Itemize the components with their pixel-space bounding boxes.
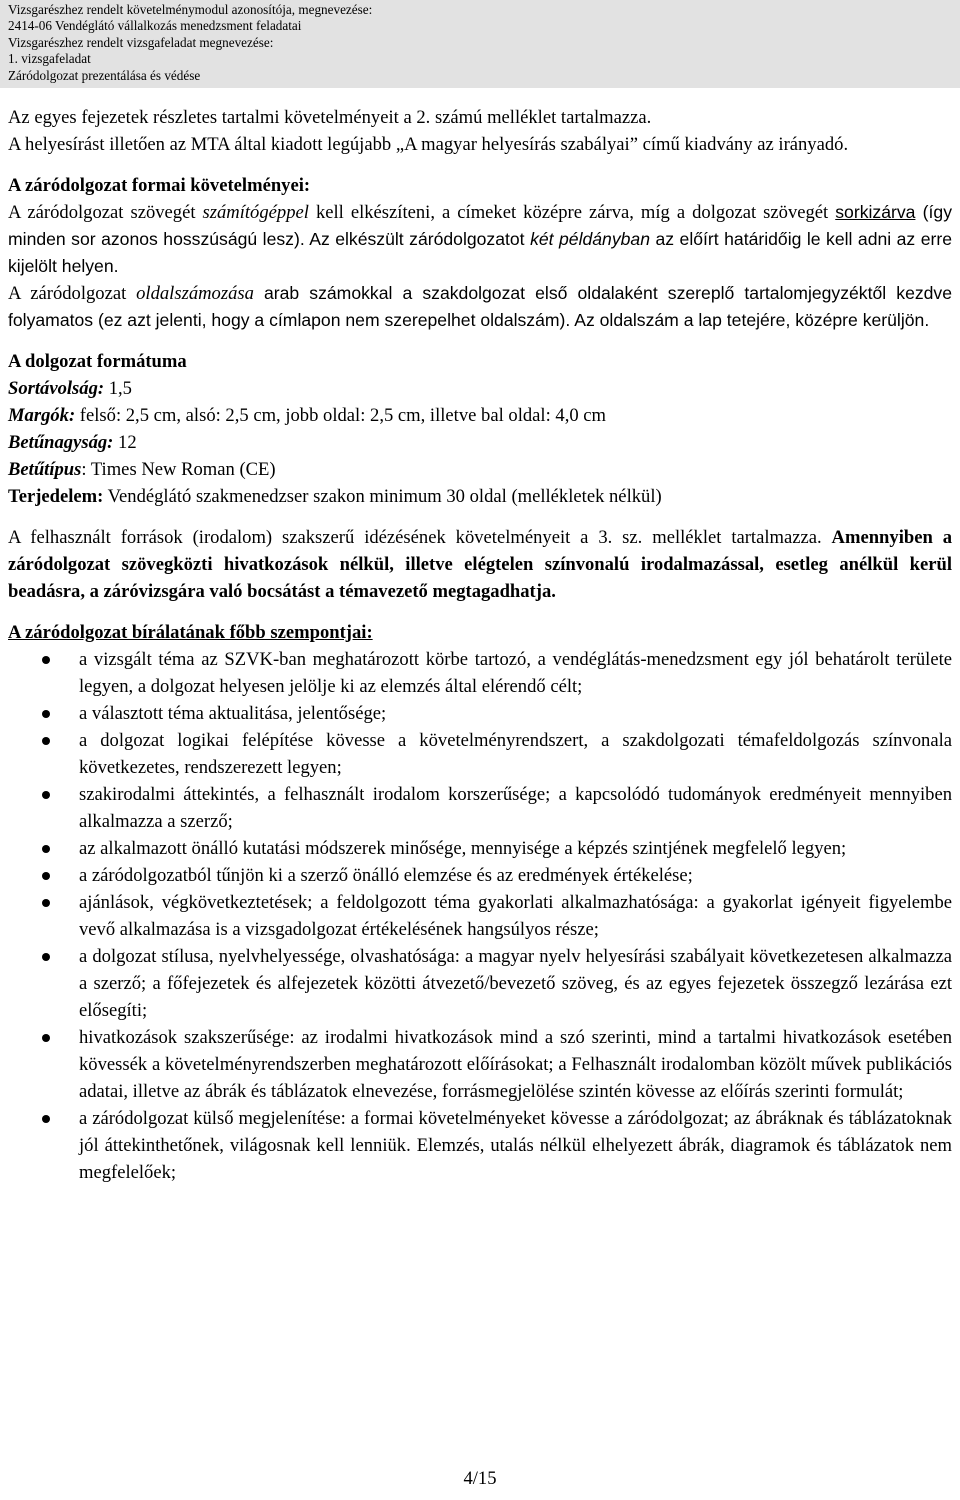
format-length: Terjedelem: Vendéglátó szakmenedzser szakon minimum 30 oldal (mellékletek nélkül): [8, 486, 662, 507]
document-header: [0, 0, 960, 88]
page-number: 4/15: [463, 1468, 497, 1489]
header-line: 1. vizsgafeladat: [8, 51, 91, 67]
intro-paragraph: A helyesírást illetően az MTA által kiadott legújabb „A magyar helyesírás szabályai” című kiadvány az irányadó.: [8, 134, 849, 155]
list-item: a záródolgozatból tűnjön ki a szerző önálló elemzése és az eredmények értékelése;: [8, 862, 952, 889]
format-font-type: Betűtípus: Times New Roman (CE): [8, 459, 276, 480]
format-margins: Margók: felső: 2,5 cm, alsó: 2,5 cm, jobb oldal: 2,5 cm, illetve bal oldal: 4,0 cm: [8, 405, 607, 426]
header-line: Vizsgarészhez rendelt követelménymodul azonosítója, megnevezése:: [8, 2, 373, 17]
format-font-size: Betűnagyság: 12: [8, 432, 137, 453]
formal-paragraph-2: A záródolgozat oldalszámozása arab számokkal a szakdolgozat első oldalaként szereplő tartalomjegyzéktől kezdve folyamatos (ez azt jelenti, hogy a címlapon nem szerepelhet oldalszám). Az oldalszám a lap tetejére, középre kerüljön.: [8, 283, 953, 330]
format-heading: A dolgozat formátuma: [8, 351, 187, 372]
sources-paragraph: A felhasznált források (irodalom) szakszerű idézésének követelményeit a 3. sz. melléklet tartalmazza. Amennyiben a záródolgozat szövegközti hivatkozások nélkül, illetve elégtelen színvonalú irodalmazással, esetleg anélkül kerül beadásra, a záróvizsgára való bocsátást a témavezető megtagadhatja.: [8, 527, 952, 602]
header-line: Vizsgarészhez rendelt vizsgafeladat megnevezése:: [8, 34, 274, 50]
formal-heading: A záródolgozat formai követelményei:: [8, 175, 311, 196]
review-criteria-list: [8, 646, 952, 1186]
list-item: a záródolgozat külső megjelenítése: a formai követelményeket kövesse a záródolgozat; az ábráknak és táblázatoknak jól áttekinthetőnek, világosnak kell lenniük. Elemzés, utalás nélkül elhelyezett ábrák, diagramok és táblázatok nem megfelelőek;: [8, 1105, 952, 1186]
list-item: ajánlások, végkövetkeztetések; a feldolgozott téma gyakorlati alkalmazhatósága: a gyakorlat igényeit figyelembe vevő alkalmazása is a vizsgadolgozat értékelésének hangsúlyos része;: [8, 889, 952, 943]
list-item: az alkalmazott önálló kutatási módszerek minősége, mennyisége a képzés szintjének megfelelő legyen;: [8, 835, 952, 862]
header-line: 2414-06 Vendéglátó vállalkozás menedzsment feladatai: [8, 18, 302, 34]
list-item: a dolgozat stílusa, nyelvhelyessége, olvashatósága: a magyar nyelv helyesírási szabályait következetesen alkalmazza a szerző; a főfejezetek és alfejezetek közötti átvezető/bevezető szöveg, és az egyes fejezetek összegző lezárása ezt elősegíti;: [8, 943, 952, 1024]
list-item: a választott téma aktualitása, jelentősége;: [8, 700, 952, 727]
formal-paragraph-1: A záródolgozat szövegét számítógéppel kell elkészíteni, a címeket középre zárva, míg a dolgozat szövegét sorkizárva (így minden sor azonos hosszúságú lesz). Az elkészült záródolgozatot két példányban az előírt határidőig le kell adni az erre kijelölt helyen.: [8, 202, 953, 276]
review-heading: A záródolgozat bírálatának főbb szempontjai:: [8, 622, 373, 643]
list-item: szakirodalmi áttekintés, a felhasznált irodalom korszerűsége; a kapcsolódó tudományok eredményeit mennyiben alkalmazza a szerző;: [8, 781, 952, 835]
header-line: Záródolgozat prezentálása és védése: [8, 67, 201, 83]
list-item: a vizsgált téma az SZVK-ban meghatározott körbe tartozó, a vendéglátás-menedzsment egy jól behatárolt területe legyen, a dolgozat helyesen jelölje ki az elemzés által elérendő célt;: [8, 646, 952, 700]
document-body: [8, 104, 952, 1186]
intro-paragraph: Az egyes fejezetek részletes tartalmi követelményeit a 2. számú melléklet tartalmazza.: [8, 107, 652, 128]
list-item: hivatkozások szakszerűsége: az irodalmi hivatkozások mind a szó szerinti, mind a tartalmi hivatkozások esetében kövessék a követelményrendszerben meghatározott előírásokat; a Felhasznált irodalomban közölt művek publikációs adatai, illetve az ábrák és táblázatok elnevezése, forrásmegjelölése szintén kövesse az előírás szerinti formulát;: [8, 1024, 952, 1105]
list-item: a dolgozat logikai felépítése kövesse a követelményrendszert, a szakdolgozati témafeldolgozás színvonala következetes, rendszerezett legyen;: [8, 727, 952, 781]
format-line-spacing: Sortávolság: 1,5: [8, 378, 132, 399]
